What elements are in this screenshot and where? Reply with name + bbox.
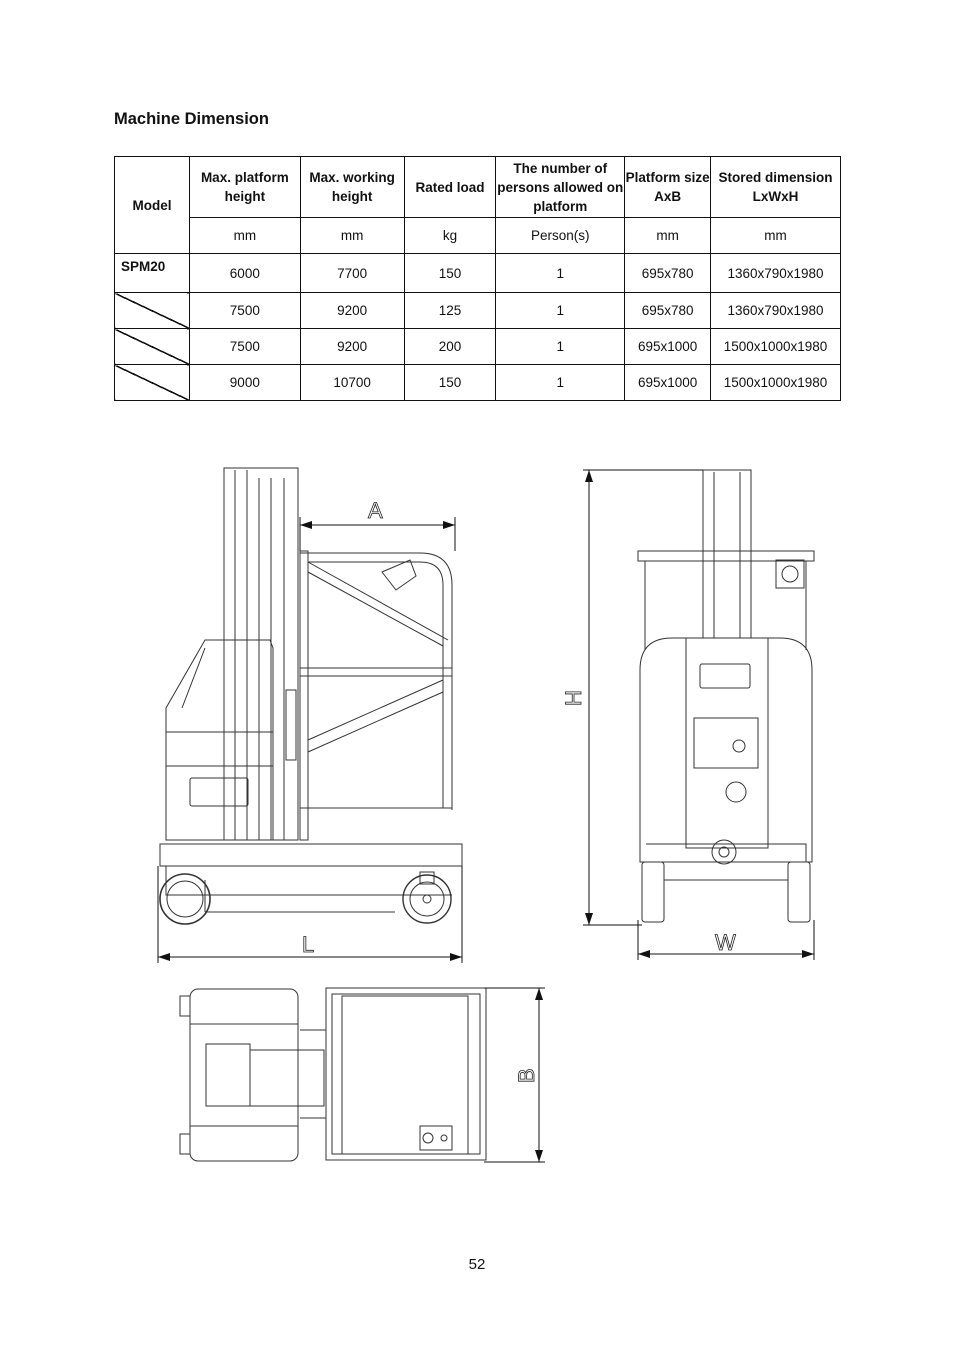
platform-height-cell: 9000 (189, 365, 300, 401)
header-working-height: Max. working height (300, 157, 404, 218)
unit-cell: Person(s) (496, 218, 625, 254)
dimension-label-w: W (715, 930, 736, 955)
unit-cell: mm (711, 218, 841, 254)
model-cell: SPM20 (115, 254, 190, 293)
platform-size-cell: 695x1000 (625, 329, 711, 365)
header-platform-size: Platform size AxB (625, 157, 711, 218)
stored-dimension-cell: 1500x1000x1980 (711, 365, 841, 401)
dimension-label-l: L (302, 932, 315, 957)
header-rated-load: Rated load (404, 157, 496, 218)
header-platform-height: Max. platform height (189, 157, 300, 218)
platform-height-cell: 6000 (189, 254, 300, 293)
rated-load-cell: 200 (404, 329, 496, 365)
working-height-cell: 7700 (300, 254, 404, 293)
dimension-label-a: A (368, 498, 383, 523)
platform-size-cell: 695x780 (625, 293, 711, 329)
unit-cell: kg (404, 218, 496, 254)
working-height-cell: 9200 (300, 293, 404, 329)
unit-cell: mm (625, 218, 711, 254)
stored-dimension-cell: 1360x790x1980 (711, 293, 841, 329)
header-persons: The number of persons allowed on platform (496, 157, 625, 218)
platform-size-cell: 695x780 (625, 254, 711, 293)
rated-load-cell: 150 (404, 365, 496, 401)
platform-size-cell: 695x1000 (625, 365, 711, 401)
persons-cell: 1 (496, 365, 625, 401)
section-title: Machine Dimension (114, 110, 269, 128)
working-height-cell: 10700 (300, 365, 404, 401)
top-view-drawing (180, 988, 545, 1162)
platform-height-cell: 7500 (189, 329, 300, 365)
side-view-drawing (158, 468, 462, 963)
dimension-label-h: H (561, 690, 586, 706)
persons-cell: 1 (496, 254, 625, 293)
persons-cell: 1 (496, 329, 625, 365)
front-view-drawing (583, 470, 814, 960)
header-model: Model (115, 157, 190, 254)
unit-cell: mm (189, 218, 300, 254)
page-number: 52 (468, 1256, 486, 1273)
stored-dimension-cell: 1500x1000x1980 (711, 329, 841, 365)
persons-cell: 1 (496, 293, 625, 329)
rated-load-cell: 150 (404, 254, 496, 293)
platform-height-cell: 7500 (189, 293, 300, 329)
header-stored-dimension: Stored dimension LxWxH (711, 157, 841, 218)
working-height-cell: 9200 (300, 329, 404, 365)
unit-cell: mm (300, 218, 404, 254)
stored-dimension-cell: 1360x790x1980 (711, 254, 841, 293)
dimension-label-b: B (514, 1068, 539, 1083)
rated-load-cell: 125 (404, 293, 496, 329)
